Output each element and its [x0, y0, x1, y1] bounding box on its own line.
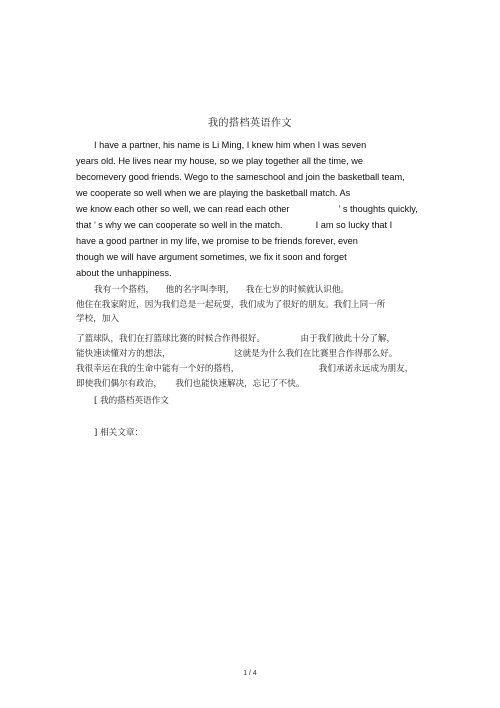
related-articles-label: ] 相关文章： [94, 428, 144, 438]
chinese-line-1 [94, 283, 349, 295]
english-line-7: have a good partner in my life, we promise to be friends forever, even [76, 236, 358, 246]
document-title: 我的搭档英语作文 [208, 118, 292, 129]
english-line-9: about the unhappiness. [76, 268, 172, 278]
bracket-title: [ 我的搭档英语作文 [94, 396, 169, 406]
page-number: 1 / 4 [243, 670, 257, 677]
chinese-line-7-part-a: 即使我们偶尔有政治， [76, 379, 162, 389]
chinese-line-1-part-c: 我在七岁的时候就认识他。 [245, 285, 350, 295]
english-line-6-part-a: that ’ s why we can cooperate so well in the match. [76, 220, 283, 230]
chinese-line-5-part-a: 能快速读懂对方的想法， [76, 349, 171, 359]
chinese-line-4-part-a: 了篮球队，我们在打篮球比赛的时候合作得很好。 [76, 334, 266, 344]
chinese-line-2: 他住在我家附近，因为我们总是一起玩耍，我们成为了很好的朋友。我们上同一所 [76, 300, 386, 310]
chinese-line-5-part-b: 这就是为什么我们在比赛里合作得那么好。 [234, 349, 398, 359]
english-line-5 [76, 204, 418, 214]
chinese-line-4 [76, 332, 395, 344]
chinese-line-7-part-b: 我们也能快速解决，忘记了不快。 [175, 379, 305, 389]
english-line-8: though we will have argument sometimes, we fix it soon and forget [76, 252, 347, 262]
english-line-5-part-b: ’ s thoughts quickly, [338, 204, 418, 214]
chinese-line-5 [76, 347, 397, 359]
english-line-6 [76, 220, 392, 230]
chinese-line-7 [76, 377, 304, 389]
english-line-2: years old. He lives near my house, so we play together all the time, we [76, 156, 363, 166]
chinese-line-4-part-b: 由于我们彼此十分了解， [300, 334, 396, 344]
english-line-4: we cooperate so well when we are playing the basketball match. As [76, 188, 351, 198]
english-line-5-part-a: we know each other so well, we can read each other [76, 204, 290, 214]
chinese-line-1-part-b: 他的名字叫李明， [165, 285, 235, 295]
chinese-line-3: 学校，加入 [76, 314, 119, 324]
english-line-6-part-b: I am so lucky that I [315, 220, 393, 230]
english-line-1: I have a partner, his name is Li Ming, I knew him when I was seven [94, 140, 367, 150]
chinese-line-6 [76, 362, 413, 374]
chinese-line-1-part-a: 我有一个搭档， [94, 285, 155, 295]
chinese-line-6-part-b: 我们承诺永远成为朋友， [318, 364, 414, 374]
english-line-3: becomevery good friends. Wego to the sameschool and join the basketball team, [76, 172, 405, 182]
chinese-line-6-part-a: 我很幸运在我的生命中能有一个好的搭档， [76, 364, 240, 374]
